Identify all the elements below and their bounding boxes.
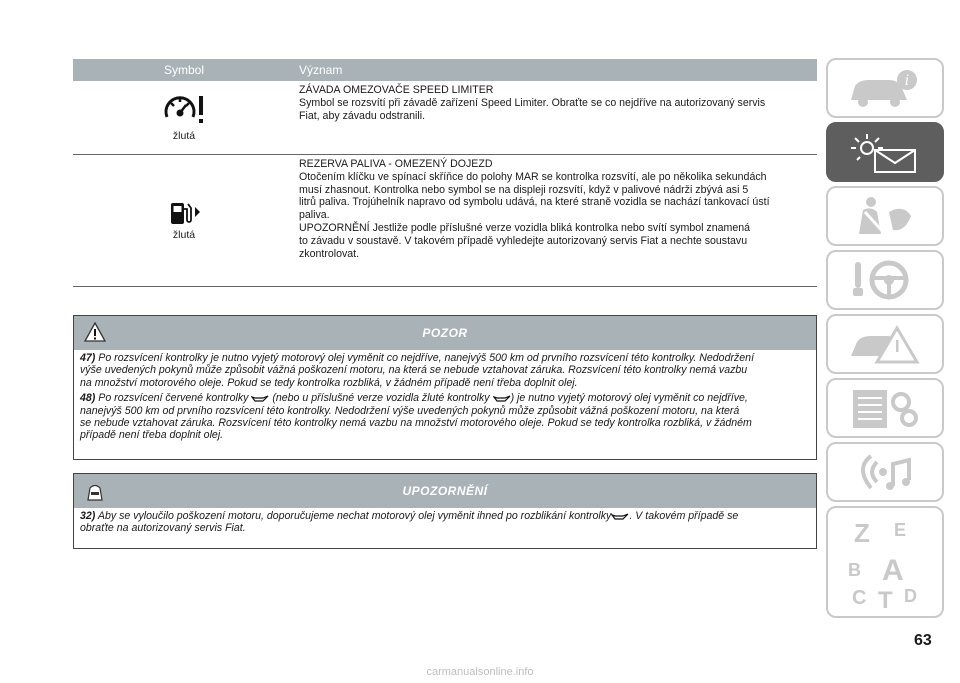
index-letter: E (894, 520, 907, 540)
color-label: žlutá (172, 229, 196, 241)
caution-paragraph (80, 392, 812, 442)
caution-paragraph (80, 352, 812, 389)
note-number: 48) (80, 392, 96, 405)
fuel-reserve-icon (167, 200, 201, 226)
car-info-icon (845, 66, 925, 110)
text-line: případě není třeba doplnit olej. (80, 429, 224, 442)
index-letter: D (904, 586, 917, 606)
maintenance-icon (845, 386, 925, 430)
row-title: REZERVA PALIVA - OMEZENÝ DOJEZD (299, 158, 493, 170)
row-title: ZÁVADA OMEZOVAČE SPEED LIMITER (299, 84, 494, 96)
color-label: žlutá (172, 130, 196, 142)
oil-can-icon (251, 394, 269, 403)
index-letter: C (852, 587, 867, 609)
emergency-icon (845, 322, 925, 366)
text-line: Aby se vyloučilo poškození motoru, doporučujeme nechat motorový olej vyměnit ihned po rozblikání kontrolky (97, 510, 612, 522)
multimedia-icon (845, 450, 925, 494)
text-line: nanejvýš 500 km od prvního rozsvícení této kontrolky. Nedodržení výše uvedených pokynů může způsobit vážná poškození motoru, na která (80, 404, 740, 417)
steering-wheel-icon (845, 258, 925, 302)
text-line: výše uvedených pokynů může způsobit vážná poškození motoru, na která se nebude vztahovat záruka. Rozsvícení této kontrolky nemá vazbu (80, 364, 748, 377)
note-number: 32) (80, 510, 96, 522)
col-header-meaning: Význam (299, 63, 343, 77)
watermark: carmanualsonline.info (426, 666, 534, 678)
svg-text:i: i (904, 73, 910, 89)
text-line: se nebude vztahovat záruka. Rozsvícení této kontrolky nemá vazbu na množství motorového oleje. Pokud se tedy kontrolka rozbliká, v žádném (80, 417, 752, 430)
tab-driving[interactable] (826, 250, 944, 310)
text-line: (nebo u příslušné verze vozidla žluté kontrolky (272, 392, 490, 405)
col-header-symbol: Symbol (163, 63, 204, 77)
index-letter: T (878, 587, 893, 612)
text-line: . V takovém případě se (629, 510, 739, 522)
meaning-text (295, 81, 817, 154)
text-line: litrů paliva. Trojúhelník napravo od symbolu udává, na které straně vozidla se nachází tankovací ústí (299, 196, 770, 209)
text-line: UPOZORNĚNÍ Jestliže podle příslušné verze vozidla bliká kontrolka nebo svítí symbol znamená (299, 221, 751, 234)
meaning-text (295, 155, 817, 286)
table-row (73, 81, 817, 155)
text-line: to závadu v soustavě. V takovém případě vyhledejte autorizovaný servis Fiat a nechte soustavu (299, 234, 748, 247)
table-header (73, 59, 817, 81)
table-row (73, 155, 817, 287)
text-line: Po rozsvícení červené kontrolky (98, 392, 249, 405)
oil-can-icon (493, 394, 511, 403)
index-letter: B (848, 560, 861, 580)
text-line: Po rozsvícení kontrolky je nutno vyjetý motorový olej vyměnit co nejdříve, nanejvýš 500 km od prvního rozsvícení této kontrolky. Nedodržení (98, 352, 755, 364)
tab-emergency[interactable] (826, 314, 944, 374)
page-number: 63 (914, 632, 932, 649)
tab-warning-lights[interactable] (826, 122, 944, 182)
tab-car-info[interactable] (826, 58, 944, 118)
speed-limiter-failure-icon (162, 93, 206, 127)
caution-title: POZOR (422, 326, 468, 340)
text-line: obraťte na autorizovaný servis Fiat. (80, 522, 246, 535)
text-line: paliva. (299, 209, 330, 222)
text-line: Otočením klíčku ve spínací skříňce do polohy MAR se kontrolka rozsvítí, ale po několika sekundách (299, 170, 767, 183)
note-number: 47) (80, 352, 96, 364)
caution-box (73, 315, 817, 460)
tab-safety[interactable] (826, 186, 944, 246)
warning-lights-table (73, 59, 817, 287)
tab-multimedia[interactable] (826, 442, 944, 502)
index-letter: Z (854, 518, 870, 548)
text-line: musí zhasnout. Kontrolka nebo symbol se na displeji rozsvítí, když v palivové nádrži zbývá asi 5 (299, 183, 749, 196)
index-icon (840, 512, 930, 612)
text-line: ) je nutno vyjetý motorový olej vyměnit co nejdříve, (510, 392, 748, 405)
text-line: Symbol se rozsvítí při závadě zařízení Speed Limiter. Obraťte se co nejdříve na autorizovaný servis (299, 96, 766, 109)
tab-maintenance[interactable] (826, 378, 944, 438)
notice-paragraph (80, 510, 812, 535)
oil-can-icon (611, 512, 629, 521)
notice-box (73, 473, 817, 549)
text-line: zkontrolovat. (299, 247, 360, 260)
tab-index[interactable] (826, 506, 944, 618)
index-letter: A (882, 554, 904, 587)
warning-lights-icon (845, 130, 925, 174)
text-line: Fiat, aby závadu odstranili. (299, 109, 426, 122)
text-line: na množství motorového oleje. Pokud se tedy kontrolka rozbliká, v žádném případě není třeba doplnit olej. (80, 376, 578, 389)
notice-title: UPOZORNĚNÍ (402, 484, 488, 498)
safety-icon (845, 194, 925, 238)
